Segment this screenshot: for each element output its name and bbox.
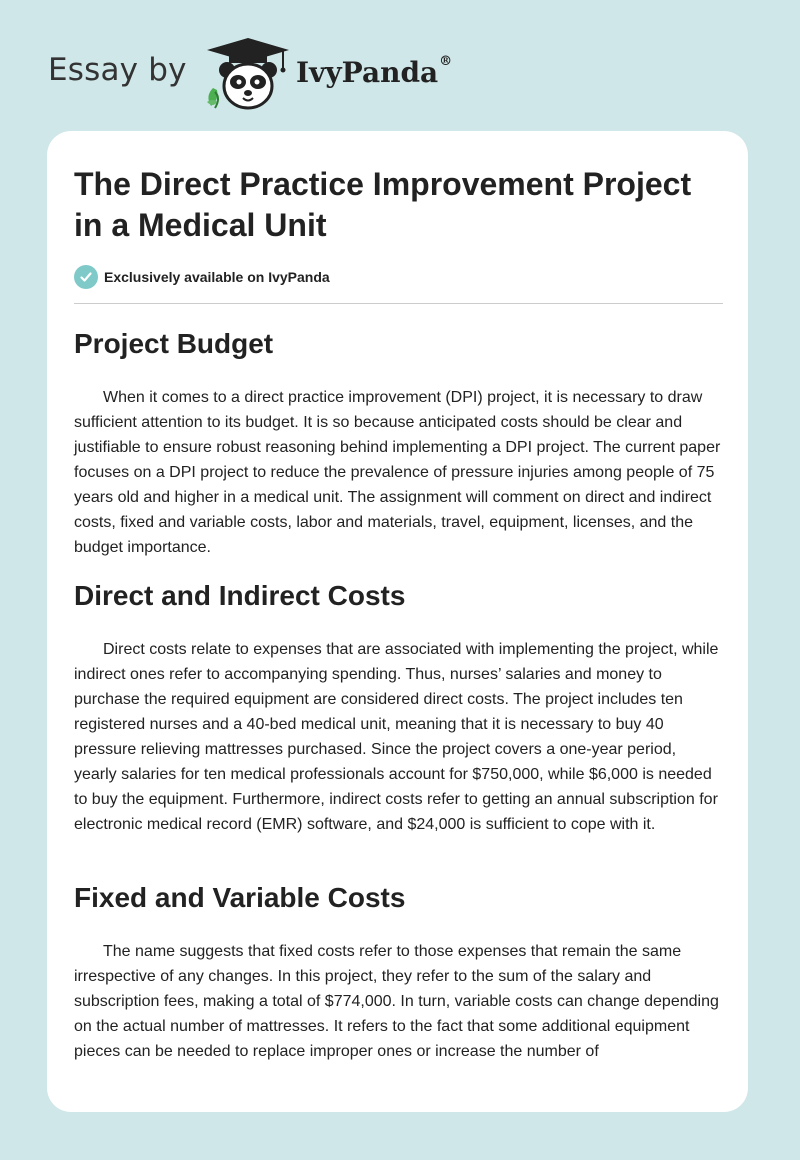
- essay-by-label: Essay by: [48, 52, 187, 88]
- panda-graduate-logo-icon[interactable]: [203, 36, 293, 112]
- section-body-direct-indirect-costs: Direct costs relate to expenses that are associated with implementing the project, while indirect ones refer to accompanying spending. Thus, nurses’ salaries and money to purchase the required equipment are considered direct costs. The project includes ten registered nurses and a 40-bed medical unit, meaning that it is necessary to buy 40 pressure relieving mattresses purchased. Since the project covers a one-year period, yearly salaries for ten medical professionals account for $750,000, while $6,000 is needed to buy the equipment. Furthermore, indirect costs refer to getting an annual subscription for electronic medical record (EMR) software, and $24,000 is sufficient to cope with it.: [74, 641, 719, 833]
- exclusive-badge: [74, 264, 330, 290]
- section-heading-fixed-variable-costs: Fixed and Variable Costs: [74, 882, 406, 913]
- page-title: The Direct Practice Improvement Project in a Medical Unit: [74, 166, 692, 243]
- check-circle-icon: [74, 265, 98, 289]
- site-header: [48, 34, 468, 114]
- section-heading-project-budget: Project Budget: [74, 328, 274, 359]
- brand-name[interactable]: IvyPanda®: [296, 54, 453, 89]
- exclusive-label: Exclusively available on IvyPanda: [104, 269, 330, 285]
- registered-mark: ®: [439, 54, 453, 69]
- section-body-fixed-variable-costs: The name suggests that fixed costs refer to those expenses that remain the same irrespective of any changes. In this project, they refer to the sum of the salary and subscription fees, making a total of $774,000. In turn, variable costs can change depending on the actual number of mattresses. It refers to the fact that some additional equipment pieces can be needed to replace improper ones or increase the number of: [74, 943, 719, 1060]
- section-heading-direct-indirect-costs: Direct and Indirect Costs: [74, 580, 406, 611]
- title-divider: [74, 303, 723, 304]
- section-body-project-budget: When it comes to a direct practice improvement (DPI) project, it is necessary to draw sufficient attention to its budget. It is so because anticipated costs should be clear and justifiable to ensure robust reasoning behind implementing a DPI project. The current paper focuses on a DPI project to reduce the prevalence of pressure injuries among people of 75 years old and higher in a medical unit. The assignment will comment on direct and indirect costs, fixed and variable costs, labor and materials, travel, equipment, licenses, and the budget importance.: [74, 389, 721, 556]
- article-card: [47, 131, 748, 1112]
